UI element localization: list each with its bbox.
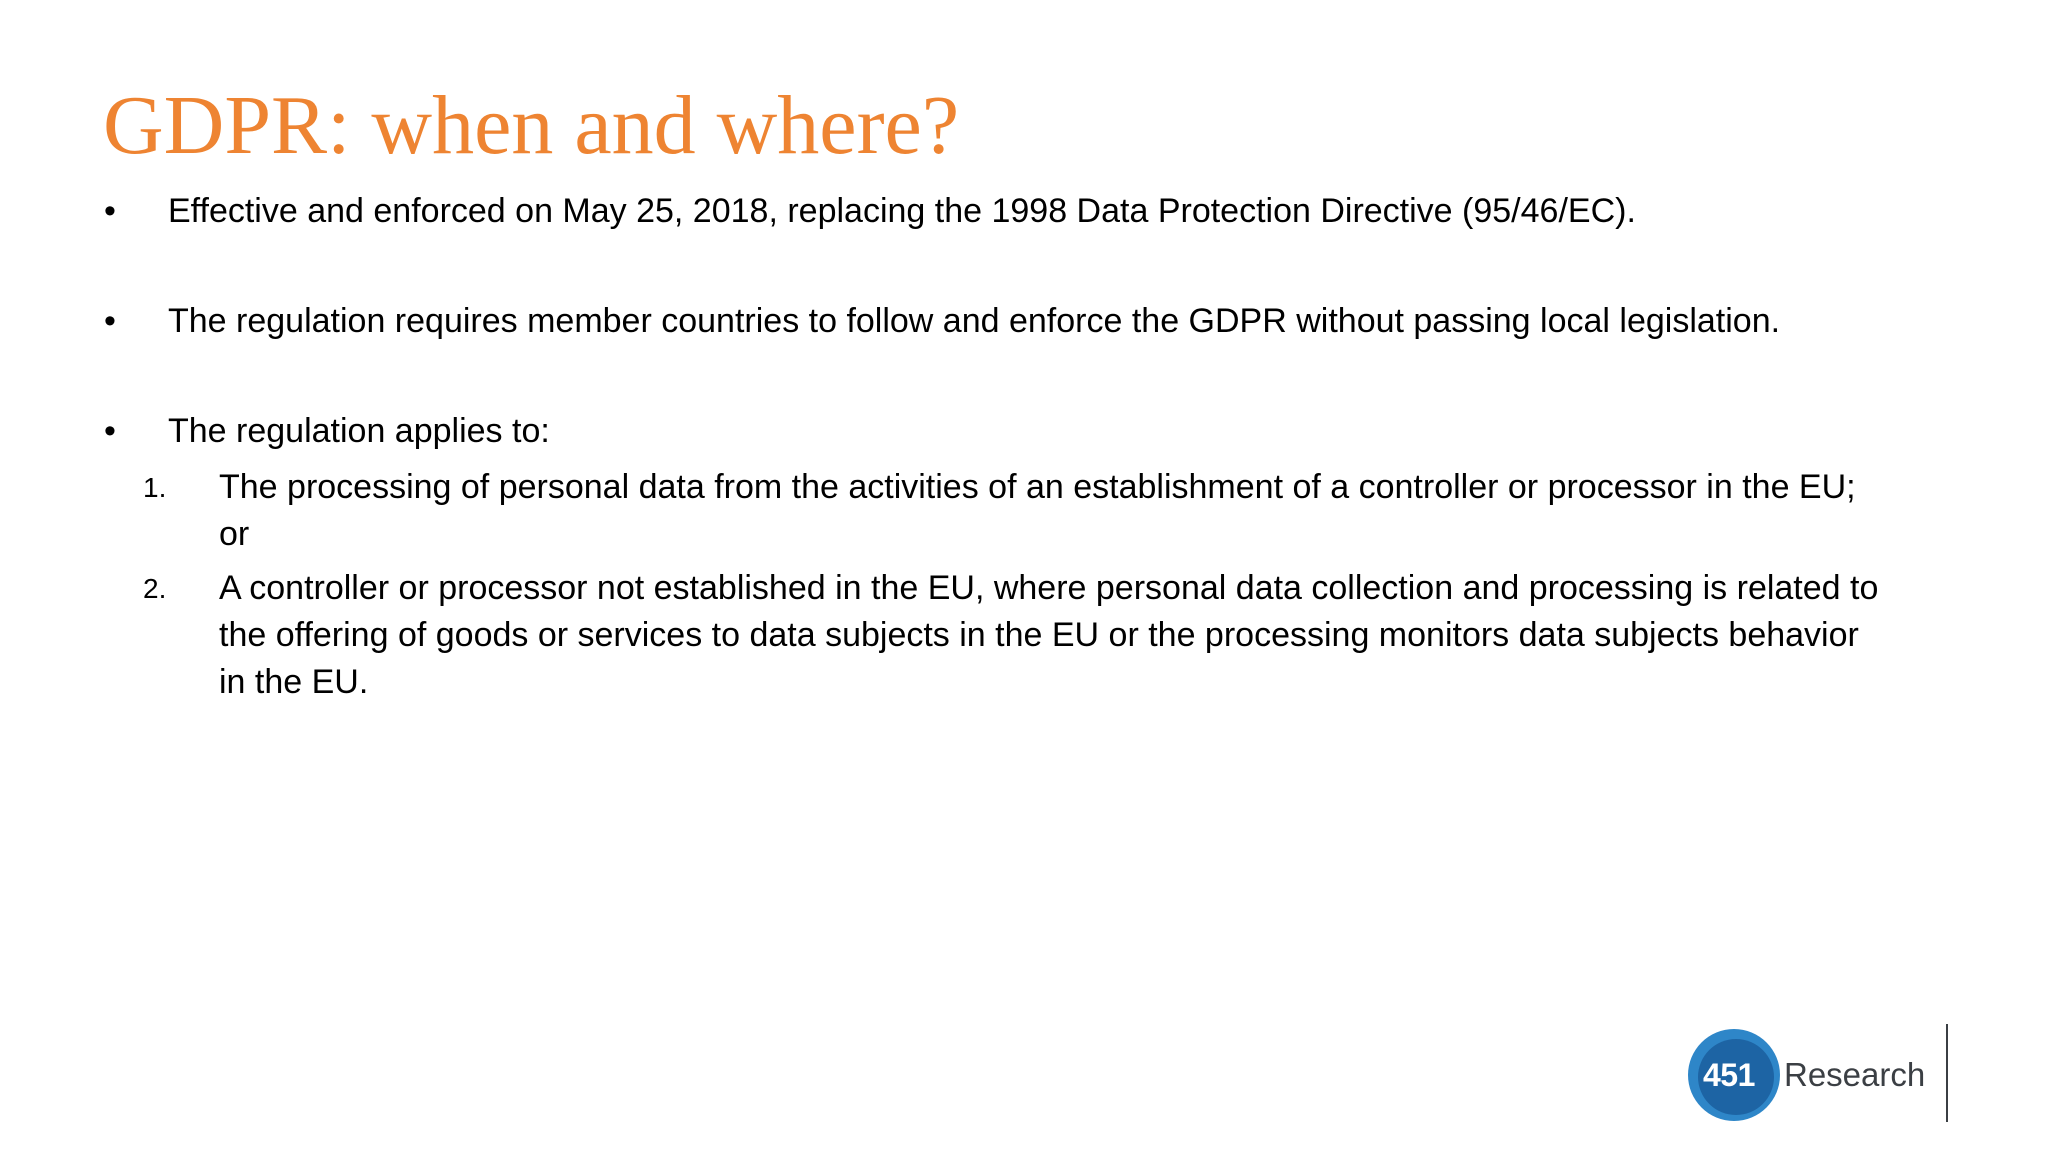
logo-word: Research: [1784, 1056, 1926, 1093]
numbered-marker: 2.: [143, 573, 167, 604]
numbered-marker: 1.: [143, 472, 167, 503]
numbered-text-line: in the EU.: [219, 663, 369, 701]
451-research-logo: [1688, 1027, 1968, 1127]
numbered-text: [219, 565, 2048, 706]
bullet-marker: •: [104, 192, 116, 230]
slide-title: GDPR: when and where?: [103, 79, 960, 172]
bullet-text: Effective and enforced on May 25, 2018, replacing the 1998 Data Protection Directive (95/46/EC).: [168, 192, 1636, 230]
numbered-text-line: the offering of goods or services to data subjects in the EU or the processing monitors data subjects behavior: [219, 616, 1859, 654]
numbered-text-line: A controller or processor not established in the EU, where personal data collection and processing is related to: [219, 569, 1879, 607]
logo-number: 451: [1703, 1057, 1755, 1093]
bullet-text: The regulation requires member countries to follow and enforce the GDPR without passing local legislation.: [168, 302, 1781, 340]
bullet-marker: •: [104, 412, 116, 450]
numbered-text-line: or: [219, 515, 250, 553]
numbered-text-line: The processing of personal data from the activities of an establishment of a controller or processor in the EU;: [219, 468, 1856, 506]
bullet-text: The regulation applies to:: [168, 412, 550, 450]
numbered-text: [219, 464, 2048, 558]
logo-divider: [1946, 1024, 1948, 1122]
bullet-marker: •: [104, 302, 116, 340]
